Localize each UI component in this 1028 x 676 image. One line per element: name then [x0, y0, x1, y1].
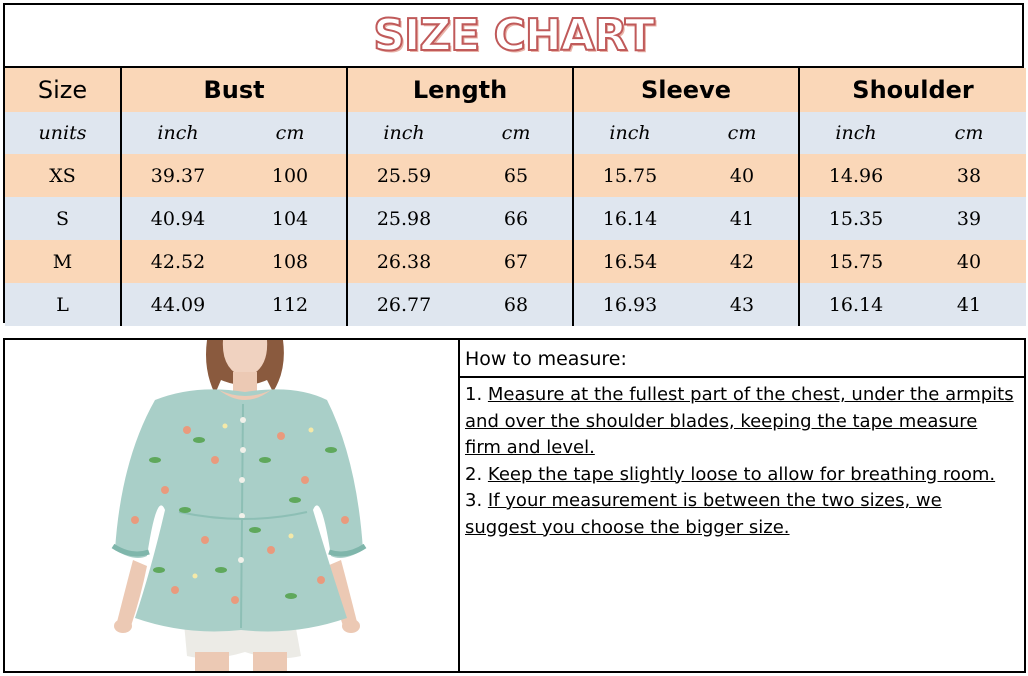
unit-inch: inch: [121, 112, 234, 154]
unit-inch: inch: [347, 112, 460, 154]
table-header-row: [5, 68, 1026, 112]
unit-inch: inch: [573, 112, 686, 154]
table-cell: 40: [686, 154, 799, 197]
table-row: [5, 197, 1026, 240]
units-label: units: [5, 112, 121, 154]
table-cell: 43: [686, 283, 799, 326]
floral-blouse-model-photo: [95, 340, 375, 671]
table-row: [5, 154, 1026, 197]
size-table: [5, 68, 1026, 326]
size-cell: S: [5, 197, 121, 240]
measure-step-1: [465, 382, 1018, 462]
table-units-row: [5, 112, 1026, 154]
size-cell: L: [5, 283, 121, 326]
table-cell: 26.77: [347, 283, 460, 326]
table-cell: 66: [460, 197, 573, 240]
table-cell: 108: [234, 240, 347, 283]
lower-section: [3, 338, 1026, 673]
table-cell: 40: [912, 240, 1026, 283]
size-chart-title: SIZE CHART: [373, 10, 654, 61]
table-cell: 68: [460, 283, 573, 326]
table-cell: 39: [912, 197, 1026, 240]
table-row: [5, 240, 1026, 283]
table-cell: 16.54: [573, 240, 686, 283]
table-cell: 112: [234, 283, 347, 326]
table-cell: 16.14: [573, 197, 686, 240]
how-to-measure-heading: How to measure:: [460, 340, 1024, 378]
step-number: 1.: [465, 384, 488, 405]
table-cell: 42.52: [121, 240, 234, 283]
header-length: Length: [347, 68, 573, 112]
header-shoulder: Shoulder: [799, 68, 1026, 112]
table-cell: 39.37: [121, 154, 234, 197]
table-cell: 104: [234, 197, 347, 240]
table-cell: 15.75: [573, 154, 686, 197]
table-cell: 67: [460, 240, 573, 283]
measure-steps: [460, 378, 1024, 541]
step-text: Measure at the fullest part of the chest, under the armpits and over the shoulder blades, keeping the tape measure firm and level.: [465, 384, 1014, 458]
how-to-measure-panel: [460, 340, 1024, 671]
size-cell: XS: [5, 154, 121, 197]
measure-step-2: [465, 462, 1018, 489]
table-cell: 42: [686, 240, 799, 283]
unit-inch: inch: [799, 112, 912, 154]
table-cell: 44.09: [121, 283, 234, 326]
table-cell: 26.38: [347, 240, 460, 283]
size-chart-title-bar: [5, 5, 1022, 68]
unit-cm: cm: [234, 112, 347, 154]
header-bust: Bust: [121, 68, 347, 112]
step-number: 3.: [465, 490, 488, 511]
table-cell: 41: [912, 283, 1026, 326]
table-cell: 15.75: [799, 240, 912, 283]
unit-cm: cm: [460, 112, 573, 154]
unit-cm: cm: [686, 112, 799, 154]
table-cell: 25.98: [347, 197, 460, 240]
table-cell: 14.96: [799, 154, 912, 197]
measure-step-3: [465, 488, 1018, 541]
step-text: If your measurement is between the two sizes, we suggest you choose the bigger size.: [465, 490, 942, 538]
table-cell: 16.14: [799, 283, 912, 326]
table-cell: 40.94: [121, 197, 234, 240]
table-cell: 16.93: [573, 283, 686, 326]
header-sleeve: Sleeve: [573, 68, 799, 112]
size-chart: [3, 3, 1024, 323]
table-cell: 38: [912, 154, 1026, 197]
table-cell: 15.35: [799, 197, 912, 240]
table-row: [5, 283, 1026, 326]
size-cell: M: [5, 240, 121, 283]
table-cell: 100: [234, 154, 347, 197]
step-text: Keep the tape slightly loose to allow for breathing room.: [487, 463, 996, 485]
table-cell: 41: [686, 197, 799, 240]
step-number: 2.: [465, 463, 488, 485]
header-size: Size: [5, 68, 121, 112]
unit-cm: cm: [912, 112, 1026, 154]
table-cell: 65: [460, 154, 573, 197]
table-cell: 25.59: [347, 154, 460, 197]
model-photo-panel: [5, 340, 460, 671]
